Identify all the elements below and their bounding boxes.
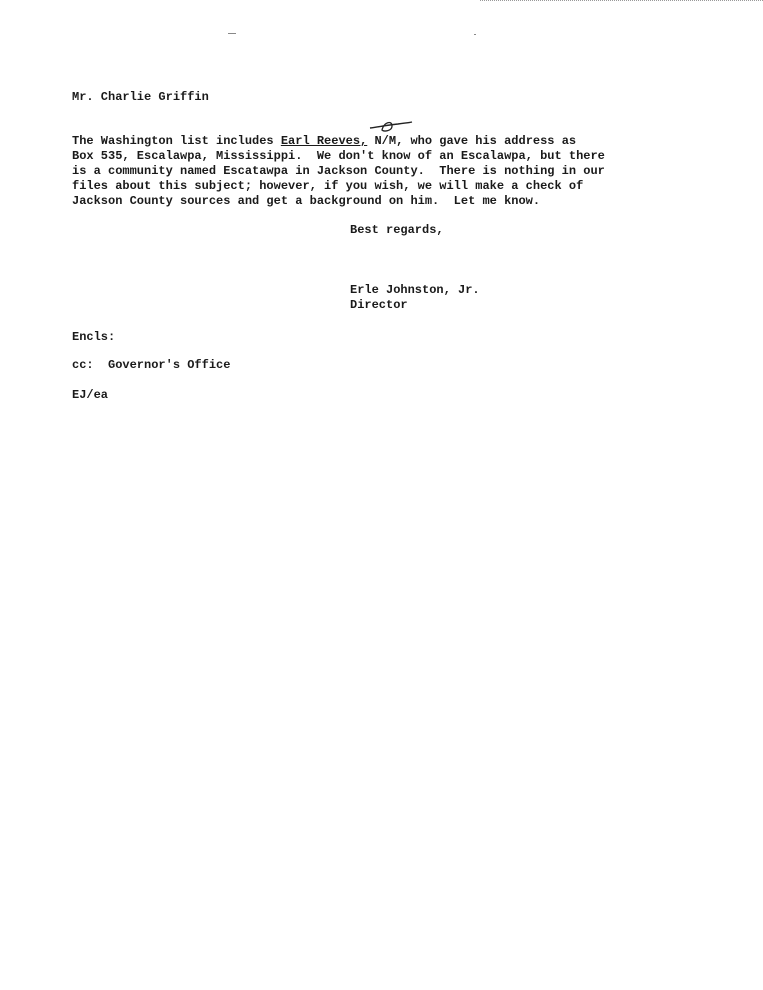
handwritten-check-mark bbox=[368, 116, 414, 134]
cc-line: cc: Governor's Office bbox=[72, 358, 231, 372]
top-edge-dotted-line bbox=[480, 0, 763, 3]
body-line: files about this subject; however, if you wish, we will make a check of bbox=[72, 179, 584, 193]
body-text: N/M, who gave his address as bbox=[367, 134, 577, 148]
closing: Best regards, bbox=[350, 223, 444, 237]
body-line: is a community named Escatawpa in Jackson County. There is nothing in our bbox=[72, 164, 605, 178]
scan-mark bbox=[474, 34, 476, 35]
body-line: Box 535, Escalawpa, Mississippi. We don't know of an Escalawpa, but there bbox=[72, 149, 605, 163]
underlined-name: Earl Reeves, bbox=[280, 134, 368, 148]
salutation: Mr. Charlie Griffin bbox=[72, 90, 209, 104]
body-text: The Washington list includes bbox=[72, 134, 281, 148]
signer-name: Erle Johnston, Jr. bbox=[350, 283, 480, 297]
body-line bbox=[72, 134, 652, 149]
body-line: Jackson County sources and get a background on him. Let me know. bbox=[72, 194, 541, 208]
enclosures-label: Encls: bbox=[72, 330, 116, 344]
typist-initials: EJ/ea bbox=[72, 388, 109, 402]
signer-title: Director bbox=[350, 298, 408, 312]
letter-body bbox=[72, 134, 652, 209]
scan-mark bbox=[228, 33, 236, 34]
